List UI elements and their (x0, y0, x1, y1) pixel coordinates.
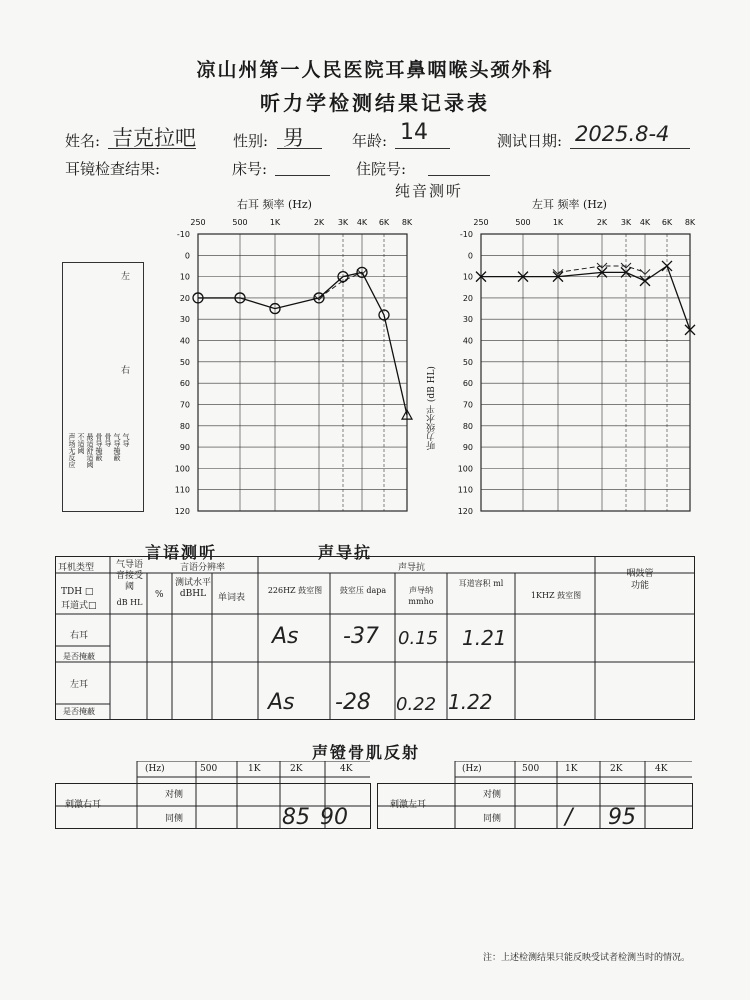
left-y-tick-label: 100 (457, 464, 473, 474)
left-ear-audiogram (433, 210, 713, 520)
right-x-tick-label: 6K (378, 218, 390, 227)
left-y-tick-label: 70 (462, 400, 473, 410)
right-x-tick-label: 250 (190, 218, 206, 227)
right-y-tick-label: 60 (179, 379, 190, 389)
left-y-tick-label: 50 (462, 357, 473, 367)
contra-right-label: 对侧 (165, 790, 184, 800)
speech-title: 言语测听 (145, 543, 218, 562)
immittance-title: 声导抗 (318, 543, 373, 562)
test-date-value: 2025.8-4 (575, 122, 670, 146)
left-x-tick-label: 500 (515, 218, 531, 227)
left-y-tick-label: 90 (462, 443, 473, 453)
left-x-tick-label: 2K (596, 218, 608, 227)
contra-left-label: 对侧 (483, 790, 502, 800)
left-plot-frame (481, 234, 690, 511)
right-admittance: 0.15 (398, 628, 439, 649)
air-speech-header: 气导语音接受阈 (115, 560, 143, 592)
left-y-tick-label: 10 (462, 272, 473, 282)
right-ear-title: 右耳 频率 (Hz) (237, 198, 312, 211)
left-x-tick-label: 6K (661, 218, 673, 227)
gender-value: 男 (283, 126, 304, 150)
left-x-tick-label: 250 (473, 218, 489, 227)
ear-type-header: 耳机类型 (58, 563, 95, 573)
legend-item: 骨导 (104, 433, 112, 447)
left-pressure: -28 (335, 690, 371, 715)
test-level-header: 测试水平dBHL (175, 578, 212, 599)
right-y-tick-label: 50 (179, 357, 190, 367)
age-label: 年龄: (352, 132, 388, 150)
legend-item: 最适舒适阈 (86, 433, 94, 468)
right-tymp-type: As (272, 624, 299, 649)
right-y-tick-label: -10 (176, 230, 190, 239)
reflex-left-ipsi-value: / (565, 805, 573, 830)
legend-item: 气导掩蔽 (113, 433, 121, 461)
ear-insert-option: 耳道式□ (61, 601, 97, 611)
legend-left-header: 左 (121, 272, 131, 282)
y-axis-label: 听力级水平 (dB HL) (427, 366, 437, 450)
tymp1k-header: 1KHZ 鼓室图 (530, 591, 582, 600)
reflex-right-freq-header: 500 (200, 764, 218, 774)
legend-item: 不适阈 (77, 433, 85, 454)
reflex-left-freq-header: 4K (655, 764, 668, 774)
right-x-tick-label: 2K (313, 218, 325, 227)
left-y-tick-label: 30 (462, 315, 473, 325)
age-value: 14 (400, 120, 428, 145)
reflex-left-freq-header: 1K (565, 764, 578, 774)
gender-label: 性别: (233, 132, 269, 150)
reflex-left-freq-header: 500 (522, 764, 540, 774)
reflex-left-ipsi-value: 95 (608, 805, 636, 830)
right-x-tick-label: 8K (401, 218, 413, 227)
right-series-main (198, 272, 407, 415)
tdh-option: TDH □ (61, 587, 94, 597)
right-y-tick-label: 80 (179, 421, 190, 431)
left-y-tick-label: 120 (457, 507, 473, 516)
legend-item: 骨导掩蔽 (95, 433, 103, 461)
left-y-tick-label: 40 (462, 336, 473, 346)
left-volume: 1.22 (448, 690, 493, 714)
reflex-right-freq-header: 4K (340, 764, 353, 774)
legend-item: 声场无反应 (68, 433, 76, 468)
audiogram-legend (62, 262, 144, 512)
right-series-dashed (319, 272, 362, 298)
left-x-tick-label: 8K (684, 218, 696, 227)
left-ear-row-label: 左耳 (70, 680, 89, 690)
pure-tone-title: 纯音测听 (395, 182, 464, 200)
left-y-tick-label: -10 (459, 230, 473, 239)
right-y-tick-label: 90 (179, 443, 190, 453)
pressure-header: 鼓室压 dapa (339, 586, 387, 595)
right-y-tick-label: 70 (179, 400, 190, 410)
stim-right-label: 刺激右耳 (65, 800, 102, 810)
air-speech-unit: dB HL (116, 598, 143, 607)
right-plot-frame (198, 234, 407, 511)
admission-label: 住院号: (356, 160, 407, 178)
reflex-right-ipsi-value: 85 (282, 805, 310, 830)
immittance-group-header: 声导抗 (398, 563, 426, 573)
left-tymp-type: As (268, 690, 295, 715)
right-y-tick-label: 0 (184, 251, 190, 261)
volume-header: 耳道容积 ml (458, 579, 504, 588)
left-y-tick-label: 0 (467, 251, 473, 261)
right-x-tick-label: 500 (232, 218, 248, 227)
right-volume: 1.21 (462, 626, 507, 650)
right-x-tick-label: 1K (269, 218, 281, 227)
right-ear-row-label: 右耳 (70, 631, 89, 641)
right-y-tick-label: 20 (179, 293, 190, 303)
reflex-left-freq-header: 2K (610, 764, 623, 774)
right-y-tick-label: 100 (174, 464, 190, 474)
reflex-left-freq-header: (Hz) (462, 764, 482, 774)
left-y-tick-label: 60 (462, 379, 473, 389)
name-label: 姓名: (65, 132, 101, 150)
right-y-tick-label: 10 (179, 272, 190, 282)
stim-left-label: 刺激左耳 (390, 800, 427, 810)
right-mask-label: 是否掩蔽 (63, 652, 95, 661)
left-x-tick-label: 3K (620, 218, 632, 227)
reflex-title: 声镫骨肌反射 (312, 743, 421, 762)
eustachian-header: 咽鼓管功能 (626, 569, 654, 591)
reflex-right-freq-header: 2K (290, 764, 303, 774)
legend-item: 气导 (122, 433, 130, 447)
reflex-right-freq-header: 1K (248, 764, 261, 774)
discrimination-header: 言语分辨率 (180, 563, 226, 573)
right-x-tick-label: 3K (337, 218, 349, 227)
reflex-right-freq-header: (Hz) (145, 764, 165, 774)
right-ear-audiogram (150, 210, 430, 520)
footer-note: 注：上述检测结果只能反映受试者检测当时的情况。 (482, 953, 690, 963)
right-y-tick-label: 120 (174, 507, 190, 516)
left-x-tick-label: 1K (552, 218, 564, 227)
ipsi-left-label: 同侧 (483, 814, 502, 824)
left-ear-title: 左耳 频率 (Hz) (532, 198, 607, 211)
admittance-header: 声导纳 mmho (408, 586, 434, 606)
name-value: 吉克拉吧 (112, 126, 196, 150)
hospital-title: 凉山州第一人民医院耳鼻咽喉头颈外科 (196, 59, 554, 81)
tymp226-header: 226HZ 鼓室图 (267, 586, 323, 595)
left-y-tick-label: 20 (462, 293, 473, 303)
otoscope-label: 耳镜检查结果: (65, 160, 161, 178)
test-date-label: 测试日期: (497, 132, 563, 150)
form-title: 听力学检测结果记录表 (260, 91, 490, 115)
reflex-right-ipsi-value: 90 (320, 805, 348, 830)
percent-header: % (155, 590, 164, 600)
right-x-tick-label: 4K (356, 218, 368, 227)
left-y-tick-label: 80 (462, 421, 473, 431)
right-y-tick-label: 30 (179, 315, 190, 325)
right-pressure: -37 (343, 624, 379, 649)
left-y-tick-label: 110 (457, 485, 473, 495)
bed-label: 床号: (232, 160, 268, 178)
ipsi-right-label: 同侧 (165, 814, 184, 824)
left-admittance: 0.22 (396, 694, 437, 715)
right-y-tick-label: 110 (174, 485, 190, 495)
word-list-header: 单词表 (218, 593, 246, 603)
left-x-tick-label: 4K (639, 218, 651, 227)
right-y-tick-label: 40 (179, 336, 190, 346)
left-mask-label: 是否掩蔽 (63, 707, 95, 716)
legend-right-header: 右 (121, 366, 131, 376)
